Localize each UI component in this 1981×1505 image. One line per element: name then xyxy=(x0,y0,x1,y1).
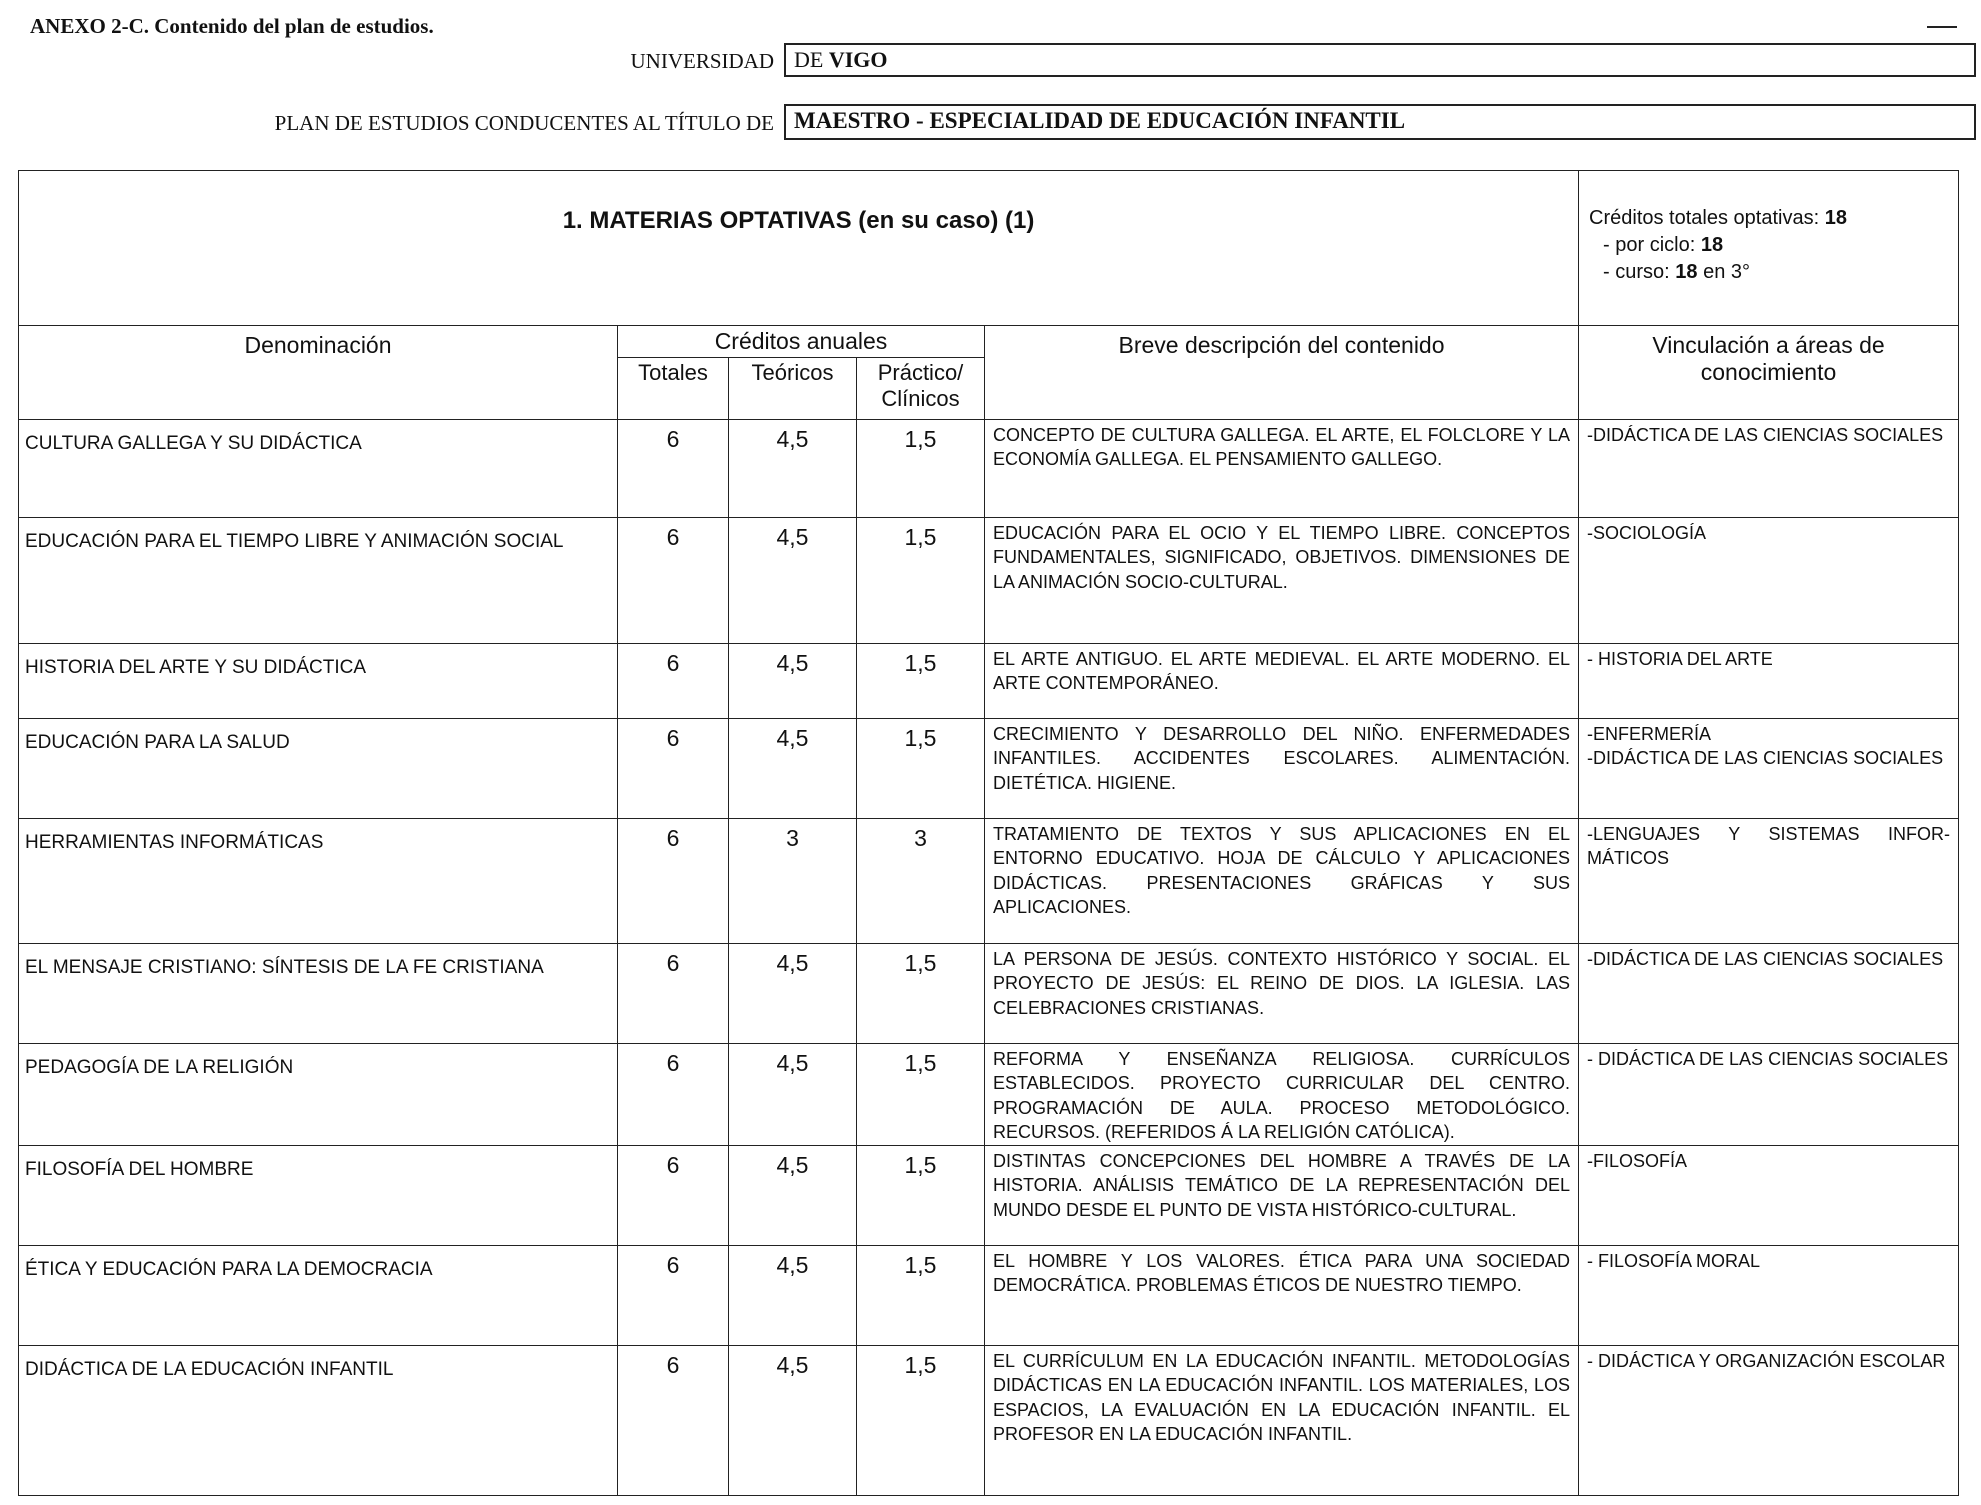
subject-description: EL CURRÍCULUM EN LA EDUCACIÓN INFANTIL. METODOLOGÍAS DIDÁCTICAS EN LA EDUCACIÓN INFANTIL. LOS MATERIALES, LOS ESPACIOS, LA EVALUACIÓN EN LA EDUCACIÓN INFANTIL. EL PROFESOR EN LA EDUCACIÓN INFANTIL. xyxy=(985,1346,1579,1496)
credits-totales: 6 xyxy=(618,819,729,944)
table-row xyxy=(19,1346,1959,1496)
subject-name: ÉTICA Y EDUCACIÓN PARA LA DEMOCRACIA xyxy=(19,1246,618,1346)
subject-description: CRECIMIENTO Y DESARROLLO DEL NIÑO. ENFERMEDADES INFANTILES. ACCIDENTES ESCOLARES. ALIMENTACIÓN. DIETÉTICA. HIGIENE. xyxy=(985,719,1579,819)
university-prefix: DE xyxy=(794,47,824,72)
subject-description: EL ARTE ANTIGUO. EL ARTE MEDIEVAL. EL ARTE MODERNO. EL ARTE CONTEMPORÁNEO. xyxy=(985,644,1579,719)
knowledge-area-line: - DIDÁCTICA DE LAS CIENCIAS SOCIALES xyxy=(1587,1049,1949,1069)
table-row xyxy=(19,1146,1959,1246)
credits-teoricos: 4,5 xyxy=(729,644,857,719)
credits-teoricos: 4,5 xyxy=(729,944,857,1044)
course-line: - curso: 18 en 3° xyxy=(1603,261,1751,283)
section-header-row xyxy=(19,171,1959,326)
credits-practicos: 3 xyxy=(857,819,985,944)
table-row xyxy=(19,1044,1959,1146)
subject-description: LA PERSONA DE JESÚS. CONTEXTO HISTÓRICO Y SOCIAL. EL PROYECTO DE JESÚS: EL REINO DE DIOS. LA IGLESIA. LAS CELEBRACIONES CRISTIANAS. xyxy=(985,944,1579,1044)
col-descripcion: Breve descripción del contenido xyxy=(985,326,1579,420)
col-totales: Totales xyxy=(618,358,729,420)
subject-name: HISTORIA DEL ARTE Y SU DIDÁCTICA xyxy=(19,644,618,719)
knowledge-area-line: -FILOSOFÍA xyxy=(1587,1151,1688,1171)
optativas-table xyxy=(18,170,1959,1496)
knowledge-area xyxy=(1579,1044,1959,1146)
credits-totales: 6 xyxy=(618,1246,729,1346)
credits-practicos: 1,5 xyxy=(857,644,985,719)
knowledge-area-line: -SOCIOLOGÍA xyxy=(1587,523,1707,543)
table-row xyxy=(19,1246,1959,1346)
credits-practicos: 1,5 xyxy=(857,944,985,1044)
credits-teoricos: 4,5 xyxy=(729,420,857,518)
knowledge-area xyxy=(1579,719,1959,819)
cycle-line: - por ciclo: 18 xyxy=(1603,234,1724,256)
credits-totales: 6 xyxy=(618,944,729,1044)
knowledge-area xyxy=(1579,518,1959,644)
credits-totales: 6 xyxy=(618,644,729,719)
subject-name: DIDÁCTICA DE LA EDUCACIÓN INFANTIL xyxy=(19,1346,618,1496)
subject-description: EL HOMBRE Y LOS VALORES. ÉTICA PARA UNA SOCIEDAD DEMOCRÁTICA. PROBLEMAS ÉTICOS DE NUESTRO TIEMPO. xyxy=(985,1246,1579,1346)
subject-description: TRATAMIENTO DE TEXTOS Y SUS APLICACIONES EN EL ENTORNO EDUCATIVO. HOJA DE CÁLCULO Y APLICACIONES DIDÁCTICAS. PRESENTACIONES GRÁFICAS Y SUS APLICACIONES. xyxy=(985,819,1579,944)
knowledge-area xyxy=(1579,819,1959,944)
subject-name: CULTURA GALLEGA Y SU DIDÁCTICA xyxy=(19,420,618,518)
subject-name: FILOSOFÍA DEL HOMBRE xyxy=(19,1146,618,1246)
subject-name: PEDAGOGÍA DE LA RELIGIÓN xyxy=(19,1044,618,1146)
subject-name: EL MENSAJE CRISTIANO: SÍNTESIS DE LA FE CRISTIANA xyxy=(19,944,618,1044)
credits-totales: 6 xyxy=(618,1346,729,1496)
corner-dash xyxy=(1927,26,1957,28)
table-row xyxy=(19,518,1959,644)
knowledge-area xyxy=(1579,1146,1959,1246)
credits-teoricos: 4,5 xyxy=(729,1146,857,1246)
col-vinculacion: Vinculación a áreas de conocimiento xyxy=(1579,326,1959,420)
subject-name: EDUCACIÓN PARA EL TIEMPO LIBRE Y ANIMACIÓN SOCIAL xyxy=(19,518,618,644)
credits-totales: 6 xyxy=(618,518,729,644)
subject-description: CONCEPTO DE CULTURA GALLEGA. EL ARTE, EL FOLCLORE Y LA ECONOMÍA GALLEGA. EL PENSAMIENTO GALLEGO. xyxy=(985,420,1579,518)
credits-teoricos: 4,5 xyxy=(729,1346,857,1496)
totals-line: Créditos totales optativas: 18 xyxy=(1589,207,1847,229)
knowledge-area-line: -ENFERMERÍA xyxy=(1587,724,1712,744)
col-teoricos: Teóricos xyxy=(729,358,857,420)
col-practicos: Práctico/ Clínicos xyxy=(857,358,985,420)
knowledge-area-line: - FILOSOFÍA MORAL xyxy=(1587,1251,1761,1271)
credit-totals xyxy=(1579,171,1959,326)
subject-description: DISTINTAS CONCEPCIONES DEL HOMBRE A TRAVÉS DE LA HISTORIA. ANÁLISIS TEMÁTICO DE LA REPRESENTACIÓN DEL MUNDO DESDE EL PUNTO DE VISTA HISTÓRICO-CULTURAL. xyxy=(985,1146,1579,1246)
credits-practicos: 1,5 xyxy=(857,1246,985,1346)
table-row xyxy=(19,944,1959,1044)
plan-label: PLAN DE ESTUDIOS CONDUCENTES AL TÍTULO DE xyxy=(274,111,774,135)
credits-totales: 6 xyxy=(618,1044,729,1146)
knowledge-area-line: - DIDÁCTICA Y ORGANIZACIÓN ESCOLAR xyxy=(1587,1351,1946,1371)
subject-name: HERRAMIENTAS INFORMÁTICAS xyxy=(19,819,618,944)
subject-name: EDUCACIÓN PARA LA SALUD xyxy=(19,719,618,819)
table-row xyxy=(19,420,1959,518)
knowledge-area-line: -DIDÁCTICA DE LAS CIENCIAS SOCIALES xyxy=(1587,748,1944,769)
knowledge-area xyxy=(1579,944,1959,1044)
credits-practicos: 1,5 xyxy=(857,1146,985,1246)
subject-description: EDUCACIÓN PARA EL OCIO Y EL TIEMPO LIBRE. CONCEPTOS FUNDAMENTALES, SIGNIFICADO, OBJETIVOS. DIMENSIONES DE LA ANIMACIÓN SOCIO-CULTURAL. xyxy=(985,518,1579,644)
table-row xyxy=(19,719,1959,819)
knowledge-area-line: - HISTORIA DEL ARTE xyxy=(1587,649,1773,669)
knowledge-area xyxy=(1579,1246,1959,1346)
col-creditos-anuales: Créditos anuales xyxy=(618,326,985,358)
credits-practicos: 1,5 xyxy=(857,420,985,518)
credits-totales: 6 xyxy=(618,719,729,819)
section-title: 1. MATERIAS OPTATIVAS (en su caso) (1) xyxy=(19,171,1579,326)
credits-practicos: 1,5 xyxy=(857,518,985,644)
table-row xyxy=(19,819,1959,944)
knowledge-area-line: -DIDÁCTICA DE LAS CIENCIAS SOCIALES xyxy=(1587,425,1944,445)
degree-title-field: MAESTRO - ESPECIALIDAD DE EDUCACIÓN INFANTIL xyxy=(784,104,1976,140)
credits-teoricos: 3 xyxy=(729,819,857,944)
knowledge-area-line: -DIDÁCTICA DE LAS CIENCIAS SOCIALES xyxy=(1587,949,1944,969)
university-label: UNIVERSIDAD xyxy=(630,49,774,73)
credits-teoricos: 4,5 xyxy=(729,1246,857,1346)
credits-totales: 6 xyxy=(618,1146,729,1246)
column-header-row xyxy=(19,326,1959,358)
credits-practicos: 1,5 xyxy=(857,719,985,819)
knowledge-area xyxy=(1579,644,1959,719)
table-row xyxy=(19,644,1959,719)
subject-description: REFORMA Y ENSEÑANZA RELIGIOSA. CURRÍCULOS ESTABLECIDOS. PROYECTO CURRICULAR DEL CENTRO. PROGRAMACIÓN DE AULA. PROCESO METODOLÓGICO. RECURSOS. (REFERIDOS Á LA RELIGIÓN CATÓLICA). xyxy=(985,1044,1579,1146)
university-name: VIGO xyxy=(828,47,888,72)
knowledge-area xyxy=(1579,420,1959,518)
credits-practicos: 1,5 xyxy=(857,1044,985,1146)
credits-teoricos: 4,5 xyxy=(729,719,857,819)
credits-teoricos: 4,5 xyxy=(729,1044,857,1146)
knowledge-area xyxy=(1579,1346,1959,1496)
annex-title: ANEXO 2-C. Contenido del plan de estudios. xyxy=(30,14,434,38)
credits-teoricos: 4,5 xyxy=(729,518,857,644)
credits-practicos: 1,5 xyxy=(857,1346,985,1496)
university-field xyxy=(784,43,1976,77)
col-denominacion: Denominación xyxy=(19,326,618,420)
credits-totales: 6 xyxy=(618,420,729,518)
knowledge-area-line: -LENGUAJES Y SISTEMAS INFOR-MÁTICOS xyxy=(1587,824,1951,869)
